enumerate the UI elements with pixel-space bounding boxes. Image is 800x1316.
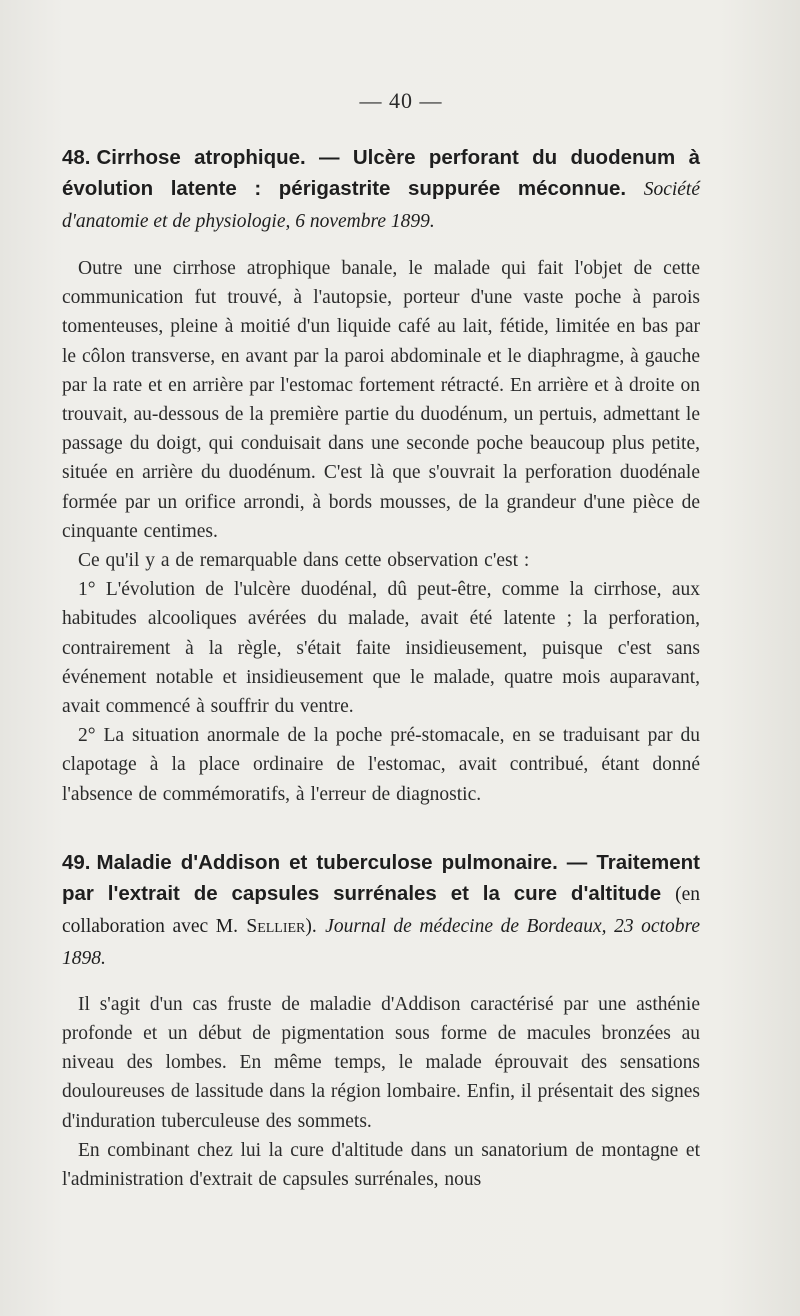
- paragraph: Il s'agit d'un cas fruste de maladie d'Addison caractérisé par une asthénie profonde et un début de pigmentation sous forme de macules bronzées au niveau des lombes. En même temps, le malade éprouvait des sensations douloureuses de lassitude dans la région lombaire. Enfin, il présentait des signes d'induration tuberculeuse des sommets.: [62, 993, 700, 1132]
- entry-source: Société d'anatomie et de physiologie, 6 novembre 1899.: [62, 179, 700, 232]
- entry-number: 49.: [62, 850, 91, 874]
- entry-title: Maladie d'Addison et tuberculose pulmonaire. — Traitement par l'extrait de capsules surrénales et la cure d'altitude: [62, 850, 700, 905]
- collaborator-name: Sellier: [246, 915, 306, 937]
- page-number: — 40 —: [359, 88, 443, 113]
- entry-48: [62, 142, 700, 809]
- paragraph: 1° L'évolution de l'ulcère duodénal, dû peut-être, comme la cirrhose, aux habitudes alcooliques avérées du malade, avait été latente ; la perforation, contrairement à la règle, s'était faite insidieusement, puisque c'est sans événement notable et insidieusement que le malade, quatre mois auparavant, avait commencé à souffrir du ventre.: [62, 579, 700, 718]
- entry-heading: [62, 142, 700, 237]
- paragraph: Ce qu'il y a de remarquable dans cette observation c'est :: [78, 550, 530, 572]
- entry-source: Journal de médecine de Bordeaux, 23 octobre 1898.: [62, 915, 700, 969]
- collaboration-suffix: ).: [305, 915, 317, 937]
- paragraph: Outre une cirrhose atrophique banale, le malade qui fait l'objet de cette communication fut trouvé, à l'autopsie, porteur d'une vaste poche à parois tomenteuses, pleine à moitié d'un liquide café au lait, fétide, limitée en bas par le côlon transverse, en avant par la paroi abdominale et le diaphragme, à gauche par la rate et en arrière par l'estomac fortement rétracté. En arrière et à droite on trouvait, au-dessous de la première partie du duodénum, un pertuis, admettant le passage du doigt, qui conduisait dans une seconde poche beaucoup plus petite, située en arrière du duodénum. C'est là que s'ouvrait la perforation duodénale formée par un orifice arrondi, à bords mousses, de la grandeur d'une pièce de cinquante centimes.: [62, 258, 700, 542]
- paragraph: 2° La situation anormale de la poche pré-stomacale, en se traduisant par du clapotage à la place ordinaire de l'estomac, avait contribué, étant donné l'absence de commémoratifs, à l'erreur de diagnostic.: [62, 725, 700, 805]
- collaboration-prefix: (en collaboration avec M.: [62, 883, 700, 937]
- entry-heading: [62, 847, 700, 974]
- paragraph: En combinant chez lui la cure d'altitude dans un sanatorium de montagne et l'administration d'extrait de capsules surrénales, nous: [62, 1139, 700, 1191]
- entry-49: [62, 847, 700, 1194]
- entry-number: 48.: [62, 146, 91, 169]
- entry-title: Cirrhose atrophique. — Ulcère perforant du duodenum à évolution latente : périgastrite suppurée méconnue.: [62, 146, 700, 200]
